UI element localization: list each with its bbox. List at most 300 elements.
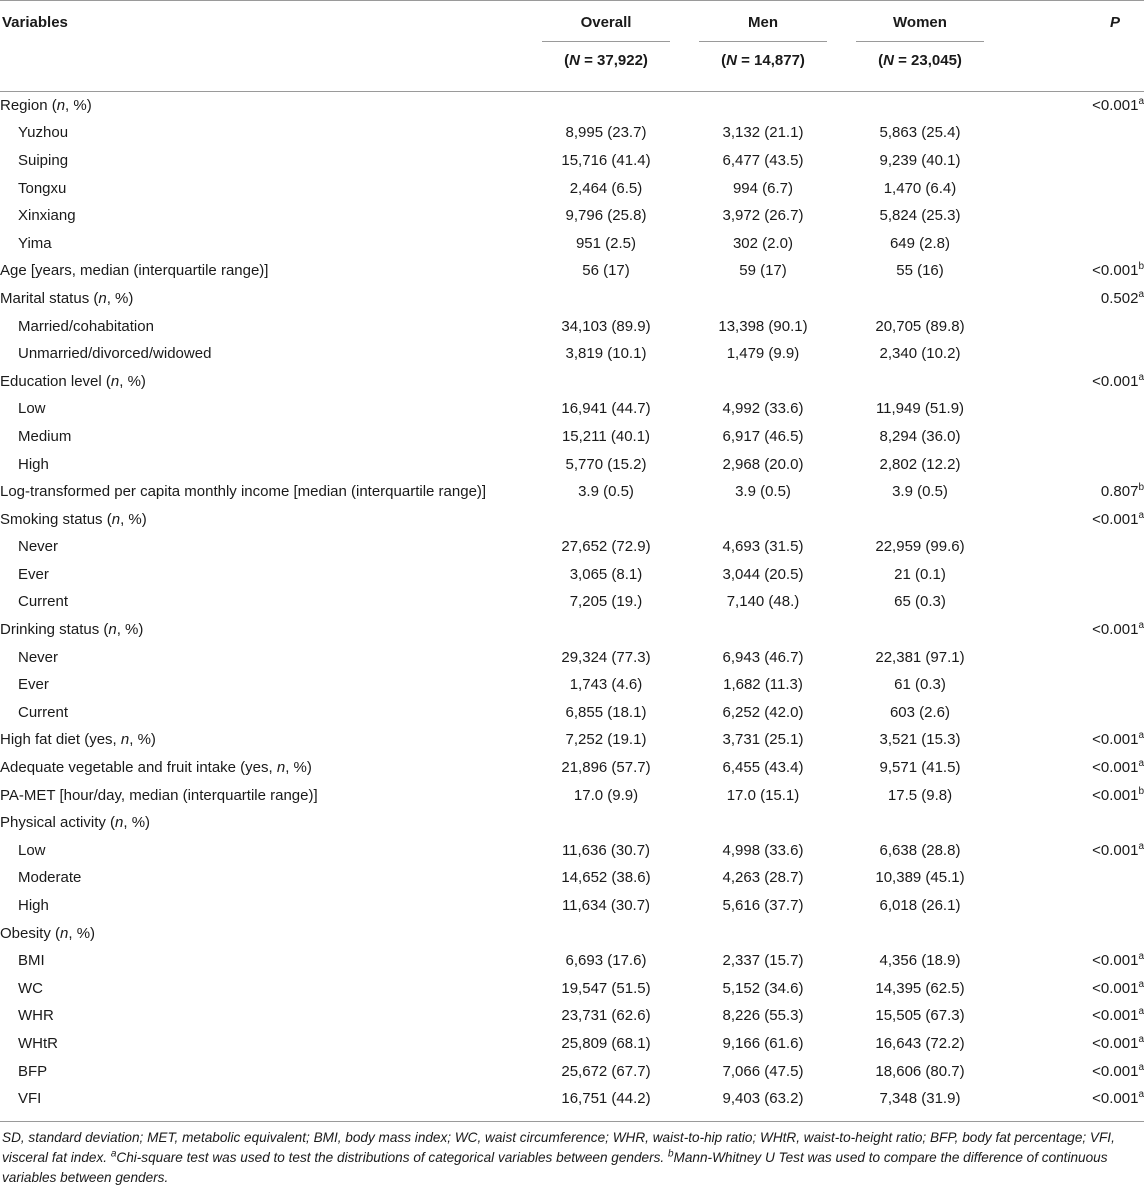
gap [670, 589, 699, 617]
row-label [0, 727, 542, 755]
gap [827, 340, 856, 368]
row-label-text: Log-transformed per capita monthly income [median (interquartile range)] [0, 483, 487, 501]
gap [827, 202, 856, 230]
p-value-superscript: a [1138, 288, 1144, 300]
cell-women [856, 1058, 984, 1086]
gap [670, 92, 699, 120]
row-label-text: Current [18, 703, 69, 721]
cell-women-text: 22,959 (99.6) [875, 538, 965, 556]
cell-women [856, 147, 984, 175]
cell-p-value-text: <0.001 [1092, 1062, 1139, 1080]
cell-overall-text: 15,211 (40.1) [561, 427, 651, 445]
cell-overall [542, 147, 670, 175]
cell-overall-text: 34,103 (89.9) [561, 317, 651, 335]
header-overall: Overall [580, 14, 632, 31]
gap [670, 892, 699, 920]
cell-p-value [984, 809, 1144, 837]
cell-women-text: 21 (0.1) [894, 565, 946, 583]
cell-overall [542, 368, 670, 396]
cell-men [699, 478, 827, 506]
p-value-superscript: a [1138, 1006, 1144, 1018]
cell-overall-text: 25,809 (68.1) [561, 1034, 651, 1052]
cell-p-value-text: <0.001 [1092, 1007, 1139, 1025]
p-value-superscript: a [1138, 620, 1144, 632]
gap [827, 644, 856, 672]
cell-overall [542, 534, 670, 562]
row-label-text: Tongxu [18, 179, 67, 197]
cell-p-value [984, 837, 1144, 865]
cell-p-value-text: <0.001 [1092, 262, 1139, 280]
gap [670, 313, 699, 341]
gap [670, 368, 699, 396]
cell-overall-text: 11,636 (30.7) [561, 841, 651, 859]
cell-men [699, 809, 827, 837]
cell-women-text: 11,949 (51.9) [875, 400, 965, 418]
cell-women-text: 18,606 (80.7) [875, 1062, 965, 1080]
table-row [0, 423, 1144, 451]
cell-men [699, 782, 827, 810]
p-value-superscript: a [1138, 840, 1144, 852]
cell-women-text: 649 (2.8) [889, 234, 951, 252]
cell-men [699, 313, 827, 341]
cell-overall-text: 1,743 (4.6) [569, 676, 643, 694]
cell-men-text: 13,398 (90.1) [718, 317, 808, 335]
cell-overall-text: 8,995 (23.7) [565, 124, 647, 142]
cell-overall-text: 27,652 (72.9) [561, 538, 651, 556]
cell-women [856, 202, 984, 230]
footnote-a-text: Chi-square test was used to test the distributions of categorical variables between genders. [116, 1150, 665, 1165]
cell-p-value [984, 285, 1144, 313]
cell-men [699, 1003, 827, 1031]
cell-women-text: 6,018 (26.1) [879, 897, 961, 915]
cell-women [856, 478, 984, 506]
gap [670, 340, 699, 368]
row-label [0, 809, 542, 837]
gap [670, 1058, 699, 1086]
cell-p-value [984, 340, 1144, 368]
gap [827, 1003, 856, 1031]
cell-men [699, 1085, 827, 1113]
cell-women-text: 15,505 (67.3) [875, 1007, 965, 1025]
cell-women-text: 9,571 (41.5) [879, 759, 961, 777]
table-row [0, 478, 1144, 506]
cell-overall [542, 589, 670, 617]
cell-men-text: 6,917 (46.5) [722, 427, 804, 445]
cell-women-text: 1,470 (6.4) [883, 179, 957, 197]
row-label [0, 120, 542, 148]
gap [827, 1030, 856, 1058]
table-body [0, 92, 1144, 1113]
p-value-superscript: a [1138, 1089, 1144, 1101]
cell-women [856, 616, 984, 644]
cell-women [856, 120, 984, 148]
table-row [0, 892, 1144, 920]
cell-women [856, 589, 984, 617]
cell-women [856, 1030, 984, 1058]
cell-women-text: 3,521 (15.3) [879, 731, 961, 749]
header-overall-n: (N = 37,922) [564, 52, 648, 69]
row-label [0, 865, 542, 893]
table-row [0, 865, 1144, 893]
cell-overall [542, 837, 670, 865]
table-row [0, 561, 1144, 589]
women-underline [856, 41, 984, 42]
cell-women-text: 603 (2.6) [889, 703, 951, 721]
overall-underline [542, 41, 670, 42]
gap [670, 1003, 699, 1031]
gap [670, 727, 699, 755]
row-label [0, 589, 542, 617]
cell-overall [542, 920, 670, 948]
cell-men-text: 1,682 (11.3) [723, 676, 803, 694]
gap [827, 175, 856, 203]
cell-overall [542, 561, 670, 589]
cell-men [699, 175, 827, 203]
gap [670, 644, 699, 672]
row-label [0, 561, 542, 589]
row-label [0, 975, 542, 1003]
cell-p-value [984, 754, 1144, 782]
cell-women [856, 809, 984, 837]
cell-p-value [984, 865, 1144, 893]
cell-p-value-text: <0.001 [1092, 841, 1139, 859]
row-label-text: Yuzhou [18, 124, 69, 142]
cell-overall-text: 11,634 (30.7) [561, 897, 651, 915]
table-row [0, 175, 1144, 203]
p-value-superscript: a [1138, 758, 1144, 770]
cell-overall [542, 782, 670, 810]
cell-overall [542, 616, 670, 644]
cell-p-value [984, 671, 1144, 699]
cell-overall [542, 506, 670, 534]
cell-women [856, 892, 984, 920]
cell-p-value-text: <0.001 [1092, 1034, 1139, 1052]
cell-men [699, 892, 827, 920]
row-label [0, 947, 542, 975]
table-row [0, 837, 1144, 865]
cell-overall-text: 951 (2.5) [575, 234, 637, 252]
cell-men [699, 699, 827, 727]
cell-women [856, 368, 984, 396]
cell-p-value [984, 175, 1144, 203]
cell-men-text: 5,152 (34.6) [722, 979, 804, 997]
p-value-superscript: a [1138, 95, 1144, 107]
cell-overall [542, 120, 670, 148]
gap [670, 258, 699, 286]
row-label-text: Low [18, 400, 46, 418]
cell-women-text: 14,395 (62.5) [875, 979, 965, 997]
cell-women [856, 699, 984, 727]
row-label-text: Smoking status (n, %) [0, 510, 147, 528]
gap [670, 837, 699, 865]
gap [827, 589, 856, 617]
gap [827, 92, 856, 120]
cell-p-value [984, 120, 1144, 148]
row-label-text: Married/cohabitation [18, 317, 154, 335]
row-label [0, 285, 542, 313]
cell-overall [542, 1030, 670, 1058]
gap [827, 258, 856, 286]
table-row [0, 947, 1144, 975]
cell-women-text: 8,294 (36.0) [879, 427, 961, 445]
cell-overall-text: 2,464 (6.5) [569, 179, 643, 197]
p-value-superscript: a [1138, 509, 1144, 521]
cell-women-text: 16,643 (72.2) [875, 1034, 965, 1052]
table-row [0, 368, 1144, 396]
row-label [0, 782, 542, 810]
cell-men [699, 561, 827, 589]
cell-p-value-text: <0.001 [1092, 731, 1139, 749]
cell-p-value [984, 313, 1144, 341]
cell-men-text: 3,731 (25.1) [722, 731, 804, 749]
cell-p-value [984, 534, 1144, 562]
row-label [0, 368, 542, 396]
footnote-a-mark: a [110, 1148, 117, 1160]
row-label-text: Education level (n, %) [0, 372, 146, 390]
data-table [0, 92, 1144, 1113]
header-variables: Variables [2, 14, 68, 31]
cell-p-value-text: <0.001 [1092, 96, 1139, 114]
cell-women [856, 727, 984, 755]
cell-women-text: 10,389 (45.1) [875, 869, 965, 887]
gap [670, 423, 699, 451]
table-row [0, 230, 1144, 258]
cell-overall-text: 23,731 (62.6) [561, 1007, 651, 1025]
table-row [0, 809, 1144, 837]
row-label-text: Medium [18, 427, 72, 445]
cell-p-value-text: <0.001 [1092, 759, 1139, 777]
cell-men-text: 4,263 (28.7) [722, 869, 804, 887]
gap [827, 727, 856, 755]
cell-men [699, 285, 827, 313]
cell-men-text: 2,968 (20.0) [722, 455, 804, 473]
gap [827, 230, 856, 258]
p-value-superscript: a [1138, 1061, 1144, 1073]
row-label-text: Never [18, 538, 59, 556]
gap [670, 782, 699, 810]
cell-overall-text: 7,205 (19.) [569, 593, 643, 611]
table-row [0, 396, 1144, 424]
table-row [0, 92, 1144, 120]
cell-women [856, 506, 984, 534]
gap [827, 313, 856, 341]
table-row [0, 754, 1144, 782]
row-label-text: Suiping [18, 151, 69, 169]
table-row [0, 258, 1144, 286]
cell-women [856, 534, 984, 562]
cell-p-value [984, 202, 1144, 230]
row-label-text: High fat diet (yes, n, %) [0, 731, 156, 749]
cell-men [699, 644, 827, 672]
row-label-text: Physical activity (n, %) [0, 814, 151, 832]
gap [670, 285, 699, 313]
gap [670, 754, 699, 782]
cell-overall [542, 92, 670, 120]
cell-overall [542, 1003, 670, 1031]
row-label-text: Never [18, 648, 59, 666]
cell-men-text: 994 (6.7) [732, 179, 794, 197]
cell-men-text: 3,972 (26.7) [722, 207, 804, 225]
cell-women-text: 4,356 (18.9) [879, 952, 961, 970]
cell-overall-text: 3,065 (8.1) [569, 565, 643, 583]
table-row [0, 782, 1144, 810]
cell-overall [542, 865, 670, 893]
cell-p-value [984, 892, 1144, 920]
gap [827, 368, 856, 396]
cell-men-text: 6,943 (46.7) [722, 648, 804, 666]
table-row [0, 975, 1144, 1003]
gap [670, 671, 699, 699]
gap [827, 975, 856, 1003]
cell-women [856, 644, 984, 672]
row-label-text: Yima [18, 234, 52, 252]
gap [827, 865, 856, 893]
cell-overall-text: 17.0 (9.9) [573, 786, 639, 804]
cell-women [856, 285, 984, 313]
cell-p-value [984, 451, 1144, 479]
cell-men [699, 975, 827, 1003]
cell-women [856, 313, 984, 341]
cell-women-text: 61 (0.3) [894, 676, 946, 694]
table-row [0, 313, 1144, 341]
p-value-superscript: a [1138, 1033, 1144, 1045]
cell-women-text: 65 (0.3) [894, 593, 946, 611]
table-row [0, 1085, 1144, 1113]
cell-men [699, 147, 827, 175]
table-row [0, 147, 1144, 175]
gap [827, 837, 856, 865]
gap [670, 920, 699, 948]
cell-p-value [984, 644, 1144, 672]
cell-overall-text: 25,672 (67.7) [561, 1062, 651, 1080]
row-label [0, 671, 542, 699]
cell-men-text: 4,693 (31.5) [722, 538, 804, 556]
cell-p-value [984, 589, 1144, 617]
cell-overall-text: 9,796 (25.8) [565, 207, 647, 225]
row-label [0, 92, 542, 120]
cell-women [856, 561, 984, 589]
gap [670, 865, 699, 893]
cell-p-value-text: <0.001 [1092, 1090, 1139, 1108]
table-row [0, 534, 1144, 562]
cell-overall [542, 313, 670, 341]
cell-men-text: 59 (17) [739, 262, 787, 280]
row-label-text: WHR [18, 1007, 54, 1025]
gap [827, 423, 856, 451]
cell-overall-text: 15,716 (41.4) [561, 151, 651, 169]
cell-men [699, 120, 827, 148]
cell-women [856, 754, 984, 782]
cell-p-value [984, 92, 1144, 120]
cell-p-value [984, 699, 1144, 727]
cell-men-text: 3.9 (0.5) [735, 483, 791, 501]
cell-women-text: 20,705 (89.8) [875, 317, 965, 335]
row-label [0, 699, 542, 727]
table-row [0, 506, 1144, 534]
table-footnote [2, 1128, 1142, 1188]
table-row [0, 616, 1144, 644]
gap [670, 396, 699, 424]
row-label-text: Unmarried/divorced/widowed [18, 345, 212, 363]
row-label-text: Drinking status (n, %) [0, 621, 144, 639]
cell-men-text: 6,252 (42.0) [722, 703, 804, 721]
row-label-text: Age [years, median (interquartile range)] [0, 262, 269, 280]
cell-men [699, 727, 827, 755]
header-p: P [1109, 14, 1120, 31]
cell-women-text: 5,824 (25.3) [879, 207, 961, 225]
row-label [0, 506, 542, 534]
cell-overall [542, 202, 670, 230]
header-men-n: (N = 14,877) [721, 52, 805, 69]
cell-p-value-text: <0.001 [1092, 621, 1139, 639]
row-label-text: WC [18, 979, 43, 997]
gap [827, 506, 856, 534]
cell-men-text: 6,455 (43.4) [722, 759, 804, 777]
cell-overall [542, 1085, 670, 1113]
p-value-superscript: a [1138, 371, 1144, 383]
cell-men-text: 7,066 (47.5) [722, 1062, 804, 1080]
cell-p-value [984, 1030, 1144, 1058]
cell-men-text: 5,616 (37.7) [722, 897, 804, 915]
p-value-superscript: a [1138, 951, 1144, 963]
cell-women [856, 865, 984, 893]
header-men: Men [748, 14, 778, 31]
cell-men-text: 4,992 (33.6) [722, 400, 804, 418]
gap [670, 175, 699, 203]
cell-women [856, 920, 984, 948]
gap [670, 1085, 699, 1113]
cell-women-text: 22,381 (97.1) [875, 648, 965, 666]
cell-overall [542, 754, 670, 782]
cell-p-value [984, 368, 1144, 396]
cell-men [699, 396, 827, 424]
cell-women [856, 782, 984, 810]
cell-men [699, 1058, 827, 1086]
row-label [0, 920, 542, 948]
cell-men [699, 754, 827, 782]
cell-women [856, 451, 984, 479]
gap [670, 147, 699, 175]
cell-men-text: 3,132 (21.1) [722, 124, 804, 142]
cell-men-text: 3,044 (20.5) [722, 565, 804, 583]
gap [670, 561, 699, 589]
cell-p-value-text: 0.807 [1100, 483, 1139, 501]
cell-men [699, 920, 827, 948]
cell-men [699, 671, 827, 699]
cell-overall-text: 3,819 (10.1) [565, 345, 647, 363]
p-value-superscript: b [1138, 785, 1144, 797]
cell-p-value-text: <0.001 [1092, 979, 1139, 997]
gap [827, 1058, 856, 1086]
cell-men-text: 6,477 (43.5) [722, 151, 804, 169]
cell-overall-text: 16,941 (44.7) [561, 400, 651, 418]
p-value-superscript: a [1138, 978, 1144, 990]
gap [827, 147, 856, 175]
cell-men [699, 506, 827, 534]
p-value-superscript: b [1138, 261, 1144, 273]
cell-overall [542, 258, 670, 286]
cell-women [856, 175, 984, 203]
gap [670, 506, 699, 534]
cell-p-value [984, 1085, 1144, 1113]
row-label [0, 147, 542, 175]
cell-men [699, 423, 827, 451]
row-label [0, 313, 542, 341]
gap [827, 947, 856, 975]
cell-p-value [984, 1058, 1144, 1086]
gap [670, 202, 699, 230]
row-label-text: VFI [18, 1090, 42, 1108]
